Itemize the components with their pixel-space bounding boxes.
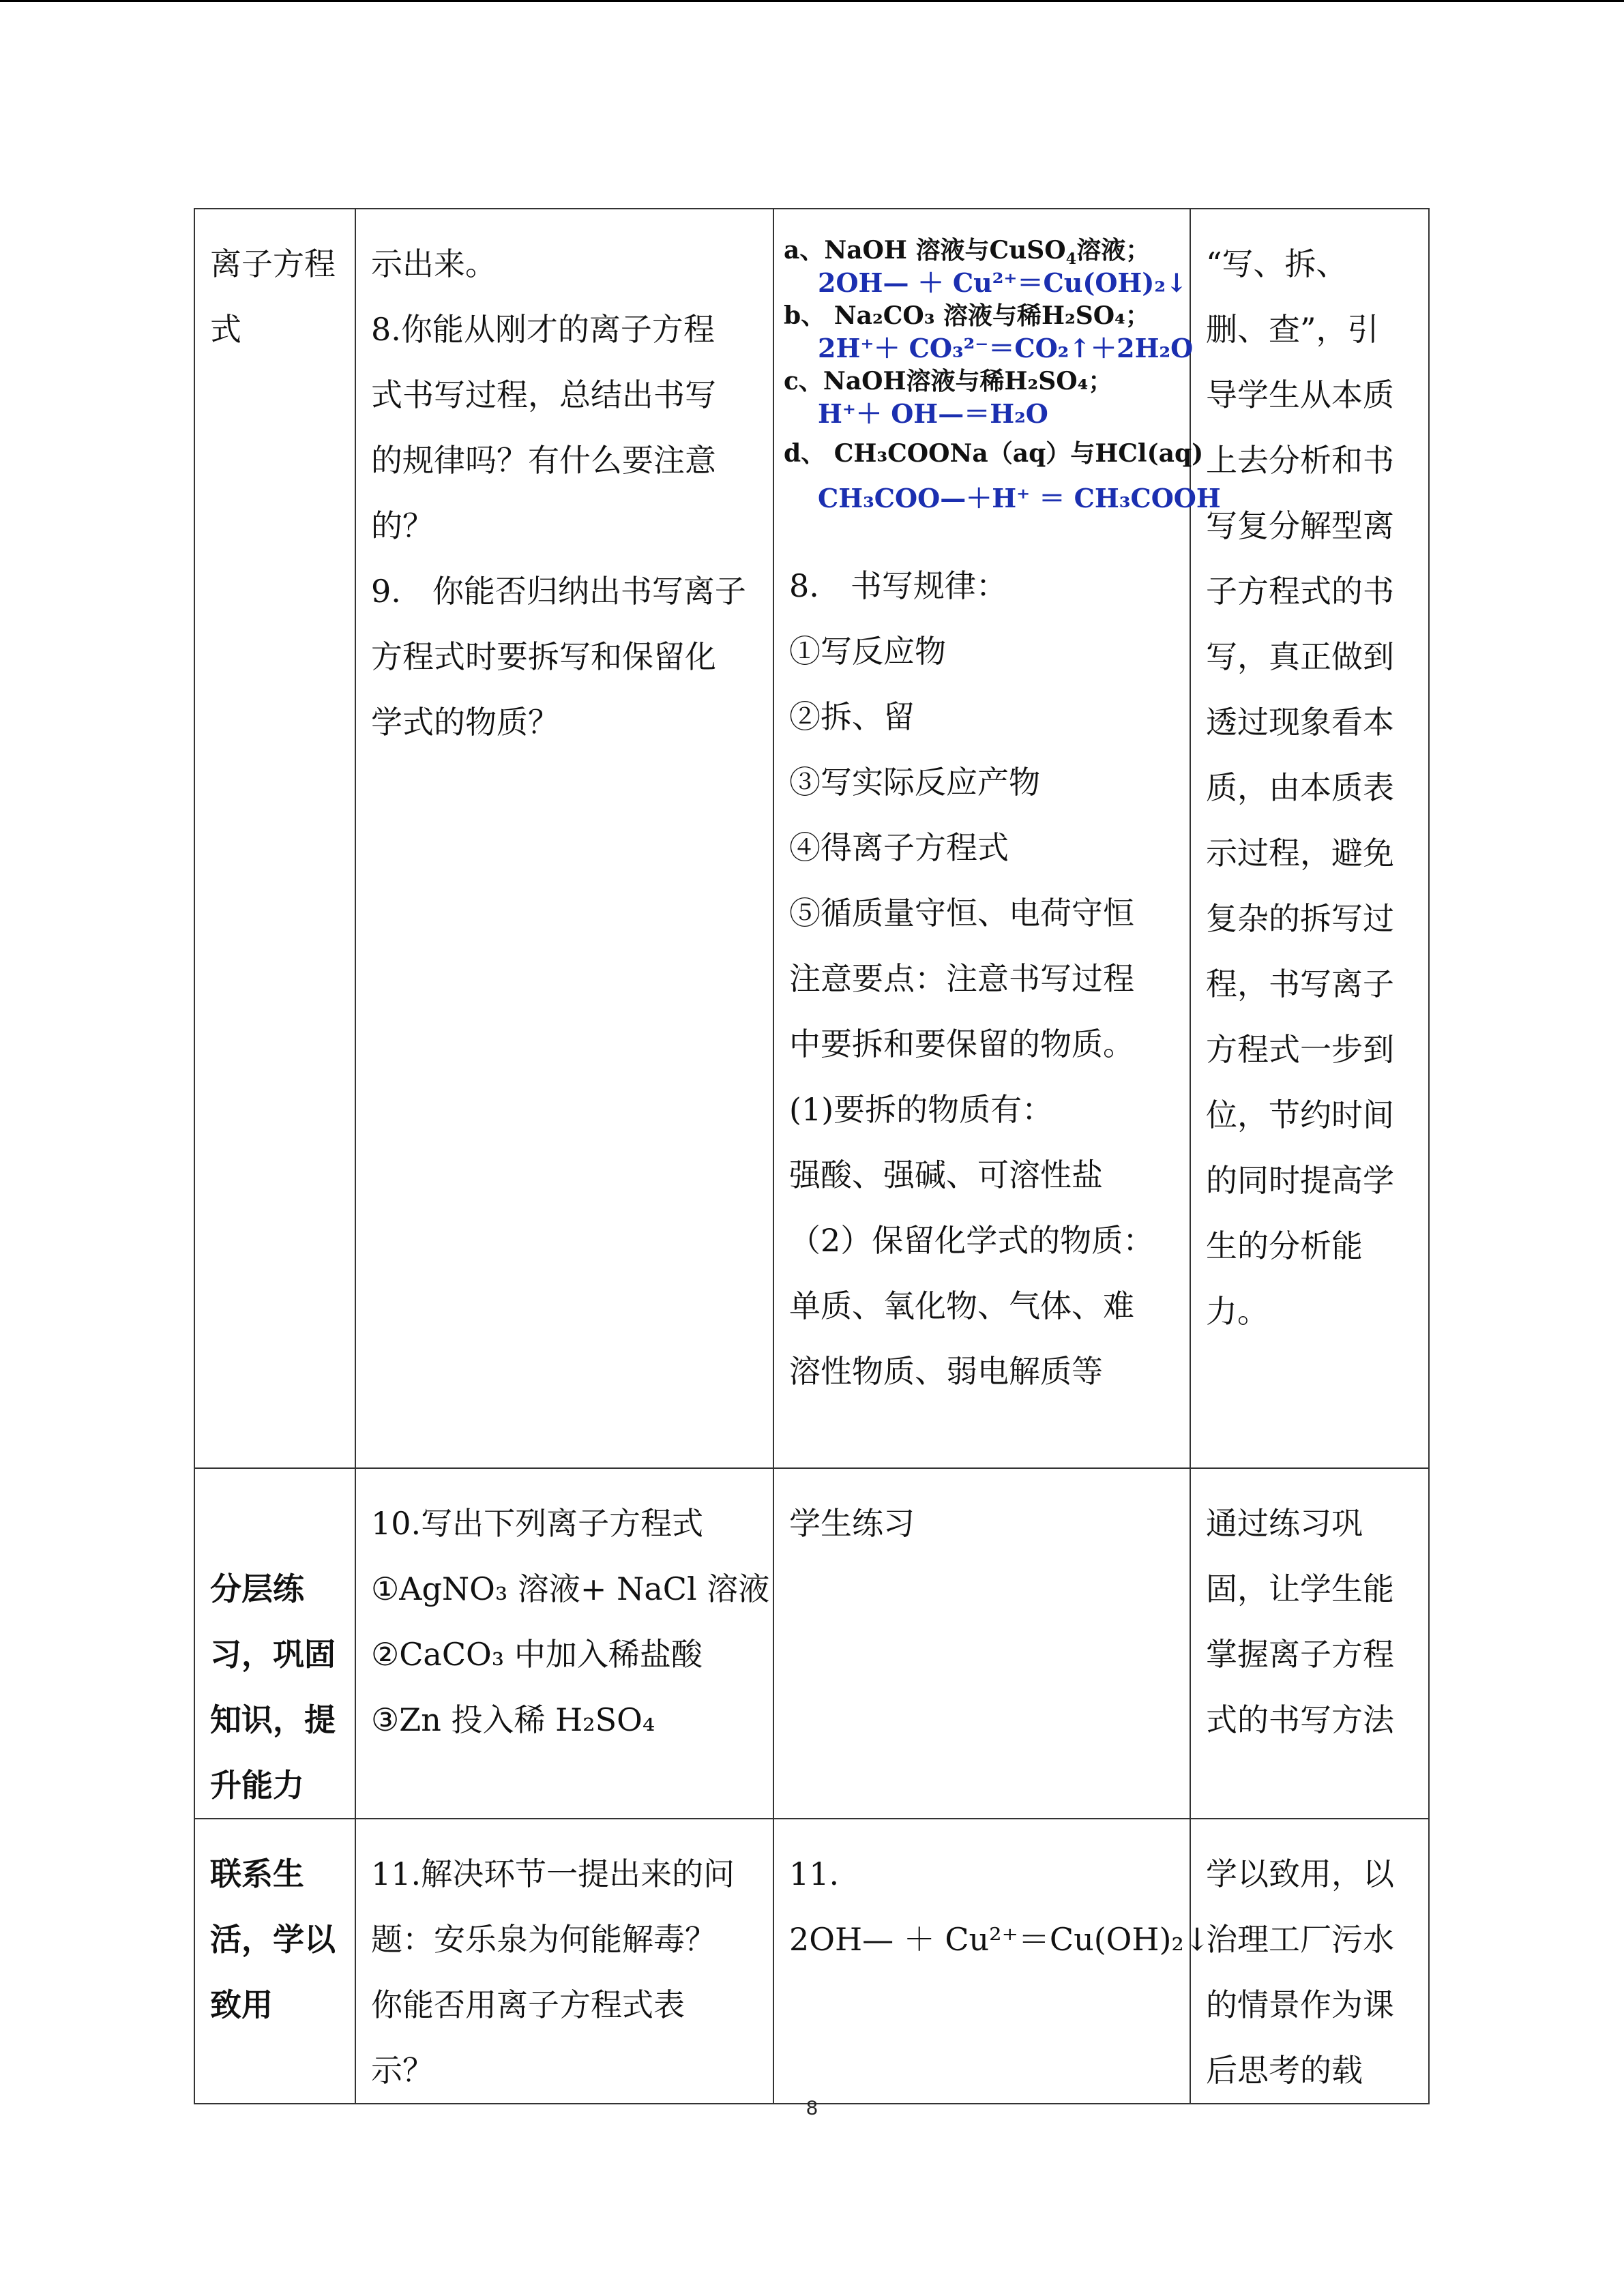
intent-line: 示过程，避免	[1206, 835, 1394, 871]
intent-line: 力。	[1206, 1293, 1269, 1330]
stage-label-line: 活，学以	[210, 1921, 336, 1958]
exercise-line: ③Zn 投入稀 H₂SO₄	[371, 1701, 655, 1738]
note-line: (1)要拆的物质有：	[789, 1091, 1054, 1128]
teacher-activity-cell	[355, 1819, 773, 2104]
note-line: 单质、氧化物、气体、难	[789, 1287, 1134, 1324]
intent-line: 生的分析能	[1206, 1227, 1363, 1264]
rule-item: ⑤循质量守恒、电荷守恒	[789, 895, 1134, 931]
teacher-activity-cell	[355, 1468, 773, 1819]
stage-label-line: 知识，提	[210, 1701, 336, 1738]
intent-line: 后思考的载	[1206, 2052, 1363, 2089]
student-practice-text: 学生练习	[789, 1505, 915, 1542]
rules-title: 8. 书写规律：	[789, 567, 1007, 604]
intent-line: 掌握离子方程	[1206, 1636, 1394, 1673]
equation-answer: CH₃COO—＋H⁺ ＝ CH₃COOH	[818, 483, 1221, 513]
student-activity-cell	[773, 1468, 1190, 1819]
stage-label-line: 升能力	[210, 1767, 304, 1804]
intent-line: 删、查”，引	[1206, 311, 1379, 348]
equation-question: d、 CH₃COONa（aq）与HCl(aq)	[784, 439, 1204, 468]
stage-label: 离子方程式	[210, 245, 336, 348]
equation-answer: 2OH— ＋ Cu²⁺＝Cu(OH)₂↓	[818, 267, 1187, 298]
rule-item: ④得离子方程式	[789, 829, 1009, 866]
equation-block	[774, 209, 1221, 515]
note-line: 溶性物质、弱电解质等	[789, 1353, 1103, 1390]
question-9-line: 9. 你能否归纳出书写离子	[371, 573, 746, 610]
intent-line: 子方程式的书	[1206, 573, 1394, 610]
stage-cell	[194, 209, 355, 1468]
intent-line: 程，书写离子	[1206, 966, 1394, 1002]
table-row	[194, 1819, 1429, 2104]
rule-item: ②拆、留	[789, 698, 915, 735]
design-intent-cell	[1190, 1819, 1429, 2104]
equation-answer: 2H⁺＋ CO₃²⁻＝CO₂↑＋2H₂O	[818, 333, 1194, 363]
stage-label-line: 习，巩固	[210, 1636, 336, 1673]
question-8-line: 式书写过程，总结出书写	[371, 376, 716, 413]
note-line: 注意要点：注意书写过程	[789, 960, 1134, 997]
page-number: 8	[806, 2097, 818, 2119]
intent-line: 的同时提高学	[1206, 1162, 1394, 1199]
question-8-line: 8.你能从刚才的离子方程	[371, 311, 715, 348]
stage-label-line: 联系生	[210, 1855, 304, 1892]
intent-line: 透过现象看本	[1206, 704, 1394, 741]
question-8-line: 的？	[371, 507, 434, 544]
intent-line: 式的书写方法	[1206, 1701, 1394, 1738]
intent-line: 固，让学生能	[1206, 1570, 1394, 1607]
answer-11-line: 11.	[789, 1855, 840, 1892]
question-9-line: 学式的物质？	[371, 704, 559, 741]
intent-line: 质，由本质表	[1206, 769, 1394, 806]
teacher-activity-cell	[355, 209, 773, 1468]
question-11-line: 题：安乐泉为何能解毒？	[371, 1921, 716, 1958]
question-8-line: 的规律吗？有什么要注意	[371, 442, 716, 479]
intent-line: “写、拆、	[1206, 245, 1348, 282]
table-row	[194, 209, 1429, 1468]
exercise-line: ②CaCO₃ 中加入稀盐酸	[371, 1636, 703, 1673]
question-9-line: 方程式时要拆写和保留化	[371, 638, 716, 675]
equation-question: a、NaOH 溶液与CuSO$_4$溶液；	[784, 236, 1151, 269]
student-activity-cell	[773, 1819, 1211, 2104]
stage-cell	[194, 1819, 355, 2104]
equation-question: c、NaOH溶液与稀H₂SO₄；	[784, 367, 1113, 396]
question-11-line: 示？	[371, 2052, 434, 2089]
design-intent-cell	[1190, 209, 1429, 1468]
design-intent-cell	[1190, 1468, 1429, 1819]
intent-line: 的情景作为课	[1206, 1986, 1394, 2023]
stage-cell	[194, 1468, 355, 1819]
note-line: 中要拆和要保留的物质。	[789, 1026, 1134, 1062]
answer-11-line: 2OH— ＋ Cu²⁺＝Cu(OH)₂↓	[789, 1921, 1211, 1958]
writing-rules	[774, 553, 1190, 1404]
intent-line: 方程式一步到	[1206, 1031, 1394, 1068]
note-line: （2）保留化学式的物质：	[789, 1222, 1155, 1259]
intent-line: 治理工厂污水	[1206, 1921, 1394, 1958]
rule-item: ①写反应物	[789, 633, 946, 670]
equation-answer: H⁺＋ OH—＝H₂O	[818, 398, 1048, 429]
note-line: 强酸、强碱、可溶性盐	[789, 1157, 1103, 1193]
intent-line: 学以致用，以	[1206, 1855, 1394, 1892]
intent-line: 位，节约时间	[1206, 1097, 1394, 1133]
intent-line: 上去分析和书	[1206, 442, 1394, 479]
intent-line: 复杂的拆写过	[1206, 900, 1394, 937]
question-11-line: 你能否用离子方程式表	[371, 1986, 685, 2023]
rule-item: ③写实际反应产物	[789, 764, 1040, 801]
lesson-plan-table	[194, 208, 1430, 2104]
stage-label-line: 致用	[210, 1986, 273, 2023]
table-row	[194, 1468, 1429, 1819]
exercise-line: 10.写出下列离子方程式	[371, 1505, 704, 1542]
student-activity-cell	[773, 209, 1221, 1468]
intent-line: 导学生从本质	[1206, 376, 1394, 413]
intent-line: 写，真正做到	[1206, 638, 1394, 675]
exercise-line: ①AgNO₃ 溶液+ NaCl 溶液	[371, 1570, 770, 1607]
teacher-text-line: 示出来。	[371, 245, 497, 282]
stage-label-line: 分层练	[210, 1570, 304, 1607]
equation-question: b、 Na₂CO₃ 溶液与稀H₂SO₄；	[784, 301, 1150, 330]
intent-line: 写复分解型离	[1206, 507, 1394, 544]
intent-line: 通过练习巩	[1206, 1505, 1363, 1542]
top-border-line	[0, 0, 1624, 2]
question-11-line: 11.解决环节一提出来的问	[371, 1855, 735, 1892]
